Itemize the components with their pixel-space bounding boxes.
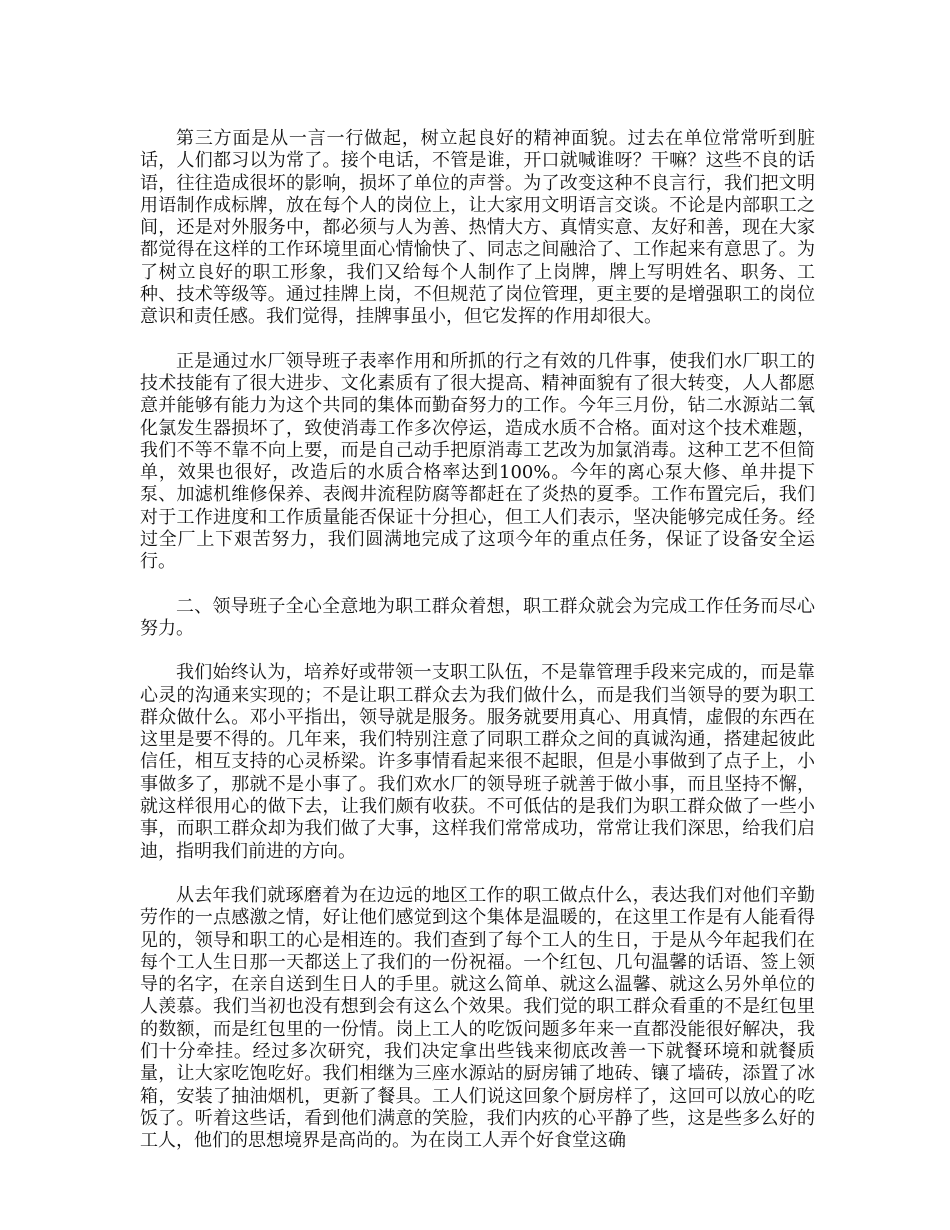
section-heading-two: 二、领导班子全心全意地为职工群众着想，职工群众就会为完成工作任务而尽心努力。	[140, 595, 815, 639]
paragraph-civility: 第三方面是从一言一行做起，树立起良好的精神面貌。过去在单位常常听到脏话，人们都习以为常了。接个电话，不管是谁，开口就喊谁呀？干嘛？这些不良的话语，往往造成很坏的影响，损坏了单位的声誉。为了改变这种不良言行，我们把文明用语制作成标牌，放在每个人的岗位上，让大家用文明语言交谈。不论是内部职工之间，还是对外服务中，都必须与人为善、热情大方、真情实意、友好和善，现在大家都觉得在这样的工作环境里面心情愉快了、同志之间融洽了、工作起来有意思了。为了树立良好的职工形象，我们又给每个人制作了上岗牌，牌上写明姓名、职务、工种、技术等级等。通过挂牌上岗，不但规范了岗位管理，更主要的是增强职工的岗位意识和责任感。我们觉得，挂牌事虽小，但它发挥的作用却很大。	[140, 128, 815, 328]
paragraph-care-for-workers: 从去年我们就琢磨着为在边远的地区工作的职工做点什么，表达我们对他们辛勤劳作的一点感激之情，好让他们感觉到这个集体是温暖的，在这里工作是有人能看得见的，领导和职工的心是相连的。我们查到了每个工人的生日，于是从今年起我们在每个工人生日那一天都送上了我们的一份祝福。一个红包、几句温馨的话语、签上领导的名字，在亲自送到生日人的手里。就这么简单、就这么温馨、就这么另外单位的人羡慕。我们当初也没有想到会有这么个效果。我们觉的职工群众看重的不是红包里的数额，而是红包里的一份情。岗上工人的吃饭问题多年来一直都没能很好解决，我们十分牵挂。经过多次研究，我们决定拿出些钱来彻底改善一下就餐环境和就餐质量，让大家吃饱吃好。我们相继为三座水源站的厨房铺了地砖、镶了墙砖，添置了冰箱，安装了抽油烟机，更新了餐具。工人们说这回象个厨房样了，这回可以放心的吃饭了。听着这些话，看到他们满意的笑脸，我们内疚的心平静了些，这是些多么好的工人，他们的思想境界是高尚的。为在岗工人弄个好食堂这确	[140, 884, 815, 1152]
paragraph-leadership-results: 正是通过水厂领导班子表率作用和所抓的行之有效的几件事，使我们水厂职工的技术技能有了很大进步、文化素质有了很大提高、精神面貌有了很大转变，人人都愿意并能够有能力为这个共同的集体而勤奋努力的工作。今年三月份，钻二水源站二氧化氯发生器损坏了，致使消毒工作多次停运，造成水质不合格。面对这个技术难题，我们不等不靠不向上要，而是自己动手把原消毒工艺改为加氯消毒。这种工艺不但简单，效果也很好，改造后的水质合格率达到100%。今年的离心泵大修、单井提下泵、加滤机维修保养、表阀井流程防腐等都赶在了炎热的夏季。工作布置完后，我们对于工作进度和工作质量能否保证十分担心，但工人们表示，坚决能够完成任务。经过全厂上下艰苦努力，我们圆满地完成了这项今年的重点任务，保证了设备安全运行。	[140, 350, 815, 573]
paragraph-communication: 我们始终认为，培养好或带领一支职工队伍，不是靠管理手段来完成的，而是靠心灵的沟通来实现的；不是让职工群众去为我们做什么，而是我们当领导的要为职工群众做什么。邓小平指出，领导就是服务。服务就要用真心、用真情，虚假的东西在这里是要不得的。几年来，我们特别注意了同职工群众之间的真诚沟通，搭建起彼此信任，相互支持的心灵桥梁。许多事情看起来很不起眼，但是小事做到了点子上，小事做多了，那就不是小事了。我们欢水厂的领导班子就善于做小事，而且坚持不懈，就这样很用心的做下去，让我们颇有收获。不可低估的是我们为职工群众做了一些小事，而职工群众却为我们做了大事，这样我们常常成功，常常让我们深思，给我们启迪，指明我们前进的方向。	[140, 662, 815, 862]
body-text	[140, 128, 815, 1174]
